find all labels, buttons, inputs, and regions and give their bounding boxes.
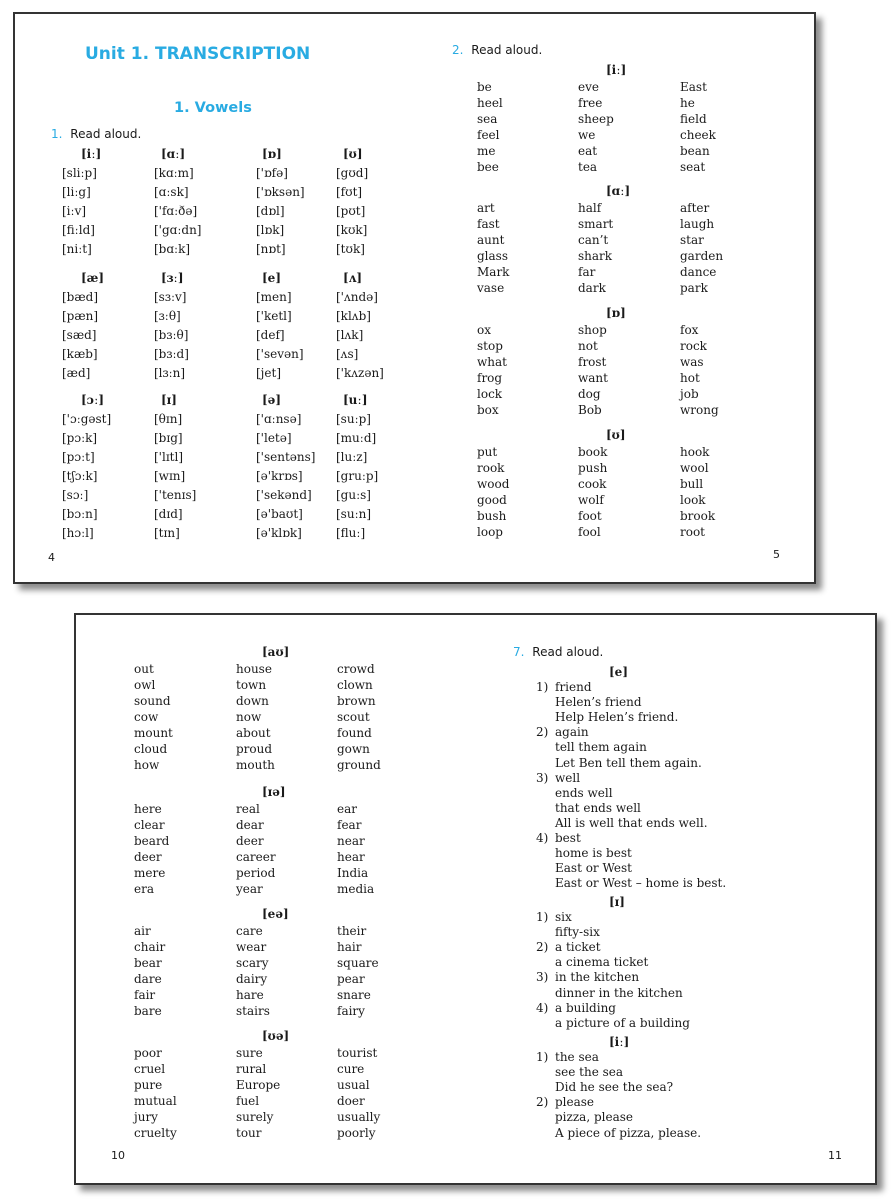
word-cell: me — [477, 144, 496, 158]
sound-header: [æ] — [81, 271, 105, 285]
sound-header: [iː] — [609, 1035, 630, 1049]
phrase-line: a ticket — [555, 940, 601, 955]
word-cell: Bob — [578, 403, 602, 417]
item-number: 2) — [536, 725, 549, 740]
word-cell: fairy — [337, 1004, 365, 1018]
transcription-cell: [def] — [256, 328, 285, 342]
word-cell: down — [236, 694, 269, 708]
word-cell: tea — [578, 160, 598, 174]
word-cell: job — [680, 387, 699, 401]
word-cell: hair — [337, 940, 362, 954]
word-cell: wolf — [578, 493, 604, 507]
word-cell: free — [578, 96, 603, 110]
transcription-cell: [guːs] — [336, 488, 371, 502]
word-cell: he — [680, 96, 695, 110]
phrase-line: dinner in the kitchen — [555, 985, 683, 1000]
word-cell: be — [477, 80, 492, 94]
word-cell: snare — [337, 988, 371, 1002]
transcription-cell: [bɪg] — [154, 431, 183, 445]
transcription-cell: [ʌs] — [336, 347, 359, 361]
word-cell: owl — [134, 678, 156, 692]
word-cell: era — [134, 882, 154, 896]
word-cell: star — [680, 233, 704, 247]
phrase-line: six — [555, 910, 572, 924]
word-cell: near — [337, 834, 365, 848]
word-cell: gown — [337, 742, 370, 756]
transcription-cell: [bɜːd] — [154, 347, 189, 361]
item-number: 1) — [536, 910, 549, 924]
word-cell: chair — [134, 940, 166, 954]
word-cell: hear — [337, 850, 365, 864]
word-cell: wool — [680, 461, 709, 475]
transcription-cell: [muːd] — [336, 431, 377, 445]
transcription-cell: ['kʌzən] — [336, 366, 384, 380]
transcription-cell: ['ɒfə] — [256, 166, 288, 180]
word-cell: look — [680, 493, 706, 507]
word-cell: pure — [134, 1078, 163, 1092]
page-number-left: 10 — [111, 1149, 125, 1162]
transcription-cell: [dɒl] — [256, 204, 285, 218]
word-cell: India — [337, 866, 369, 880]
word-cell: rook — [477, 461, 505, 475]
sound-header: [e] — [262, 271, 281, 285]
phrase-line: pizza, please — [555, 1110, 633, 1125]
word-cell: now — [236, 710, 262, 724]
word-cell: heel — [477, 96, 503, 110]
phrase-line: fifty-six — [555, 925, 600, 940]
word-cell: smart — [578, 217, 614, 231]
word-cell: poorly — [337, 1126, 376, 1140]
transcription-cell: [sɜːv] — [154, 290, 187, 304]
transcription-cell: [tʃɔːk] — [62, 469, 98, 483]
sound-header: [ʊ] — [606, 428, 626, 442]
word-cell: foot — [578, 509, 602, 523]
word-cell: dog — [578, 387, 601, 401]
word-cell: deer — [236, 834, 264, 848]
transcription-cell: ['sentəns] — [256, 450, 316, 464]
word-cell: mutual — [134, 1094, 177, 1108]
word-cell: what — [477, 355, 507, 369]
word-cell: surely — [236, 1110, 274, 1124]
phrase-line: the sea — [555, 1050, 599, 1064]
item-number: 1) — [536, 680, 549, 694]
word-cell: put — [477, 445, 498, 459]
word-cell: book — [578, 445, 608, 459]
phrase-line: a building — [555, 1000, 616, 1015]
transcription-cell: [suːn] — [336, 507, 372, 521]
word-cell: lock — [477, 387, 503, 401]
transcription-cell: [fluː] — [336, 526, 366, 540]
phrase-line: a cinema ticket — [555, 955, 649, 970]
word-cell: bare — [134, 1004, 162, 1018]
transcription-cell: [sɔː] — [62, 488, 89, 502]
word-cell: house — [236, 662, 272, 676]
word-cell: dairy — [236, 972, 268, 986]
word-cell: sure — [236, 1046, 263, 1060]
transcription-cell: [klʌb] — [336, 309, 371, 323]
transcription-cell: [ə'klɒk] — [256, 526, 302, 540]
sound-header: [ʊə] — [262, 1029, 290, 1043]
item-number: 3) — [536, 970, 549, 985]
word-cell: tourist — [337, 1046, 378, 1060]
word-cell: cheek — [680, 128, 716, 142]
word-cell: frost — [578, 355, 607, 369]
word-cell: year — [236, 882, 263, 896]
transcription-cell: [nɒt] — [256, 242, 286, 256]
word-cell: jury — [134, 1110, 158, 1124]
word-cell: proud — [236, 742, 273, 756]
word-cell: dance — [680, 265, 717, 279]
transcription-cell: [θɪn] — [154, 412, 183, 426]
word-cell: poor — [134, 1046, 162, 1060]
transcription-cell: [tɪn] — [154, 526, 180, 540]
word-cell: mouth — [236, 758, 275, 772]
transcription-cell: [men] — [256, 290, 292, 304]
transcription-cell: [sliːp] — [62, 166, 97, 180]
transcription-cell: [lɜːn] — [154, 366, 186, 380]
sound-header: [ɒ] — [606, 306, 626, 320]
phrase-line: friend — [555, 680, 592, 694]
transcription-cell: ['fɑːðə] — [154, 204, 198, 218]
word-cell: rock — [680, 339, 707, 353]
word-cell: clown — [337, 678, 373, 692]
word-cell: out — [134, 662, 154, 676]
transcription-cell: ['sekənd] — [256, 488, 312, 502]
transcription-cell: ['ʌndə] — [336, 290, 378, 304]
transcription-cell: [pɔːt] — [62, 450, 95, 464]
word-cell: not — [578, 339, 598, 353]
item-number: 1) — [536, 1050, 549, 1064]
word-cell: dark — [578, 281, 606, 295]
sound-header: [ʌ] — [343, 271, 363, 285]
word-cell: far — [578, 265, 596, 279]
phrase-line: East or West — [555, 861, 632, 876]
unit-title: Unit 1. TRANSCRIPTION — [85, 44, 311, 64]
phrase-line: Help Helen’s friend. — [555, 710, 679, 725]
transcription-cell: ['ɑːnsə] — [256, 412, 302, 426]
exercise-instruction: Read aloud. — [70, 127, 142, 141]
word-cell: we — [578, 128, 596, 142]
word-cell: cure — [337, 1062, 365, 1076]
word-cell: usual — [337, 1078, 370, 1092]
word-cell: frog — [477, 371, 503, 385]
word-cell: glass — [477, 249, 508, 263]
word-cell: cloud — [134, 742, 168, 756]
word-cell: brown — [337, 694, 376, 708]
transcription-cell: [pʊt] — [336, 204, 366, 218]
item-number: 2) — [536, 1095, 549, 1110]
word-cell: ox — [477, 323, 491, 337]
transcription-cell: ['ɒksən] — [256, 185, 305, 199]
phrase-line: Helen’s friend — [555, 695, 642, 710]
word-cell: brook — [680, 509, 716, 523]
exercise-number: 7. — [513, 645, 525, 659]
section-title: 1. Vowels — [174, 100, 252, 116]
word-cell: deer — [134, 850, 162, 864]
word-cell: fuel — [236, 1094, 260, 1108]
transcription-cell: [niːt] — [62, 242, 92, 256]
word-cell: wear — [236, 940, 267, 954]
word-cell: doer — [337, 1094, 365, 1108]
word-cell: stairs — [236, 1004, 270, 1018]
word-cell: hot — [680, 371, 700, 385]
transcription-cell: [bɜːθ] — [154, 328, 189, 342]
word-cell: art — [477, 201, 495, 215]
word-cell: cruel — [134, 1062, 166, 1076]
transcription-cell: ['sevən] — [256, 347, 304, 361]
sound-header: [ɒ] — [262, 147, 282, 161]
word-cell: crowd — [337, 662, 375, 676]
transcription-cell: ['lɪtl] — [154, 450, 183, 464]
word-cell: usually — [337, 1110, 381, 1124]
transcription-cell: [luːz] — [336, 450, 368, 464]
word-cell: sound — [134, 694, 171, 708]
transcription-cell: [gruːp] — [336, 469, 379, 483]
word-cell: mere — [134, 866, 166, 880]
word-cell: mount — [134, 726, 173, 740]
transcription-cell: [pæn] — [62, 309, 99, 323]
item-number: 4) — [536, 831, 549, 845]
phrase-line: that ends well — [555, 800, 641, 815]
word-cell: garden — [680, 249, 724, 263]
word-cell: fair — [134, 988, 156, 1002]
exercise-7-heading — [513, 645, 603, 659]
word-cell: eat — [578, 144, 598, 158]
word-cell: ear — [337, 802, 357, 816]
transcription-cell: [bɔːn] — [62, 507, 98, 521]
word-cell: feel — [477, 128, 500, 142]
word-cell: East — [680, 80, 707, 94]
sound-header: [iː] — [81, 147, 102, 161]
page-number-right: 11 — [828, 1149, 842, 1162]
phrase-line: see the sea — [555, 1065, 624, 1080]
transcription-cell: [wɪn] — [154, 469, 186, 483]
phrase-line: A piece of pizza, please. — [555, 1125, 702, 1140]
word-cell: eve — [578, 80, 599, 94]
word-cell: how — [134, 758, 160, 772]
word-cell: fox — [680, 323, 699, 337]
word-cell: career — [236, 850, 276, 864]
sound-header: [ɑː] — [606, 184, 631, 198]
item-number: 4) — [536, 1000, 549, 1015]
word-cell: fear — [337, 818, 362, 832]
sound-header: [iː] — [606, 63, 627, 77]
transcription-cell: ['ketl] — [256, 309, 292, 323]
transcription-cell: [jet] — [256, 366, 282, 380]
transcription-cell: [sæd] — [62, 328, 97, 342]
transcription-cell: [pɔːk] — [62, 431, 98, 445]
phrase-line: please — [555, 1095, 595, 1110]
word-cell: loop — [477, 525, 503, 539]
sound-header: [aʊ] — [262, 645, 290, 659]
transcription-cell: ['gɑːdn] — [154, 223, 202, 237]
transcription-cell: [suːp] — [336, 412, 371, 426]
sound-header: [ʊ] — [343, 147, 363, 161]
exercise-number: 2. — [452, 43, 464, 57]
transcription-cell: [kɑːm] — [154, 166, 194, 180]
word-cell: root — [680, 525, 706, 539]
sound-header: [uː] — [343, 393, 368, 407]
exercise-instruction: Read aloud. — [532, 645, 604, 659]
word-cell: sea — [477, 112, 498, 126]
transcription-cell: [ə'baʊt] — [256, 507, 303, 521]
sound-header: [ɪ] — [609, 895, 625, 909]
sound-header: [e] — [609, 665, 628, 679]
phrase-line: in the kitchen — [555, 970, 640, 985]
transcription-cell: [kʊk] — [336, 223, 368, 237]
word-cell: scout — [337, 710, 370, 724]
word-cell: square — [337, 956, 379, 970]
exercise-1-heading — [51, 127, 141, 141]
word-cell: beard — [134, 834, 170, 848]
word-cell: about — [236, 726, 271, 740]
word-cell: bee — [477, 160, 499, 174]
word-cell: half — [578, 201, 602, 215]
phrase-line: All is well that ends well. — [555, 815, 708, 830]
phrase-line: Let Ben tell them again. — [555, 755, 702, 770]
transcription-cell: [fʊt] — [336, 185, 363, 199]
transcription-cell: [tʊk] — [336, 242, 365, 256]
word-cell: box — [477, 403, 499, 417]
phrase-line: again — [555, 725, 589, 740]
word-cell: wrong — [680, 403, 719, 417]
transcription-cell: [lʌk] — [336, 328, 364, 342]
transcription-cell: ['letə] — [256, 431, 292, 445]
word-cell: here — [134, 802, 162, 816]
phrase-line: home is best — [555, 846, 632, 861]
phrase-line: well — [555, 770, 581, 785]
word-cell: fool — [578, 525, 601, 539]
word-cell: stop — [477, 339, 503, 353]
word-cell: cow — [134, 710, 159, 724]
word-cell: laugh — [680, 217, 715, 231]
word-cell: sheep — [578, 112, 614, 126]
transcription-cell: [lɒk] — [256, 223, 285, 237]
word-cell: bean — [680, 144, 710, 158]
word-cell: ground — [337, 758, 381, 772]
word-cell: clear — [134, 818, 165, 832]
transcription-cell: [liːg] — [62, 185, 91, 199]
sound-header: [ɔː] — [81, 393, 105, 407]
phrase-line: Did he see the sea? — [555, 1080, 674, 1095]
transcription-cell: [gʊd] — [336, 166, 369, 180]
phrase-line: East or West – home is best. — [555, 876, 727, 891]
word-cell: can’t — [578, 233, 609, 247]
transcription-cell: [æd] — [62, 366, 91, 380]
word-cell: dare — [134, 972, 162, 986]
word-cell: media — [337, 882, 375, 896]
word-cell: hook — [680, 445, 710, 459]
sound-header: [eə] — [262, 907, 289, 921]
word-cell: wood — [477, 477, 510, 491]
word-cell: cook — [578, 477, 607, 491]
word-cell: park — [680, 281, 708, 295]
sound-header: [ɪ] — [161, 393, 177, 407]
word-cell: want — [578, 371, 608, 385]
word-cell: tour — [236, 1126, 262, 1140]
word-cell: shop — [578, 323, 607, 337]
word-cell: air — [134, 924, 151, 938]
transcription-cell: [dɪd] — [154, 507, 183, 521]
word-cell: real — [236, 802, 260, 816]
transcription-cell: [bɑːk] — [154, 242, 191, 256]
transcription-cell: [ə'krɒs] — [256, 469, 303, 483]
exercise-number: 1. — [51, 127, 63, 141]
word-cell: cruelty — [134, 1126, 177, 1140]
word-cell: push — [578, 461, 608, 475]
sound-header: [ɑː] — [161, 147, 186, 161]
book-spread-pages-10-11 — [74, 613, 877, 1185]
transcription-cell: [ɑːsk] — [154, 185, 189, 199]
word-cell: bull — [680, 477, 704, 491]
word-cell: fast — [477, 217, 500, 231]
word-cell: was — [680, 355, 704, 369]
word-cell: seat — [680, 160, 706, 174]
word-cell: Europe — [236, 1078, 281, 1092]
word-cell: period — [236, 866, 276, 880]
word-cell: town — [236, 678, 267, 692]
exercise-2-heading — [452, 43, 542, 57]
transcription-cell: [ɜːθ] — [154, 309, 181, 323]
transcription-cell: [kæb] — [62, 347, 98, 361]
sound-header: [ə] — [262, 393, 281, 407]
word-cell: scary — [236, 956, 269, 970]
phrase-line: best — [555, 831, 581, 845]
word-cell: hare — [236, 988, 264, 1002]
transcription-cell: [hɔːl] — [62, 526, 94, 540]
word-cell: their — [337, 924, 367, 938]
word-cell: after — [680, 201, 710, 215]
transcription-cell: ['tenɪs] — [154, 488, 197, 502]
phrase-line: a picture of a building — [555, 1015, 690, 1030]
phrase-line: ends well — [555, 785, 613, 800]
word-cell: care — [236, 924, 263, 938]
word-cell: aunt — [477, 233, 505, 247]
sound-header: [ɪə] — [262, 785, 286, 799]
phrase-line: tell them again — [555, 740, 647, 755]
transcription-cell: ['ɔːgəst] — [62, 412, 112, 426]
word-cell: field — [680, 112, 707, 126]
item-number: 2) — [536, 940, 549, 955]
page-number-left: 4 — [48, 551, 55, 564]
word-cell: rural — [236, 1062, 267, 1076]
word-cell: vase — [477, 281, 505, 295]
word-cell: pear — [337, 972, 365, 986]
transcription-cell: [fiːld] — [62, 223, 95, 237]
transcription-cell: [bæd] — [62, 290, 99, 304]
word-cell: Mark — [477, 265, 510, 279]
page-number-right: 5 — [773, 548, 780, 561]
sound-header: [ɜː] — [161, 271, 184, 285]
word-cell: bear — [134, 956, 162, 970]
word-cell: good — [477, 493, 507, 507]
word-cell: shark — [578, 249, 613, 263]
word-cell: bush — [477, 509, 507, 523]
transcription-cell: [iːv] — [62, 204, 87, 218]
word-cell: found — [337, 726, 372, 740]
item-number: 3) — [536, 770, 549, 785]
word-cell: dear — [236, 818, 264, 832]
exercise-instruction: Read aloud. — [471, 43, 543, 57]
book-spread-pages-4-5 — [13, 12, 816, 584]
